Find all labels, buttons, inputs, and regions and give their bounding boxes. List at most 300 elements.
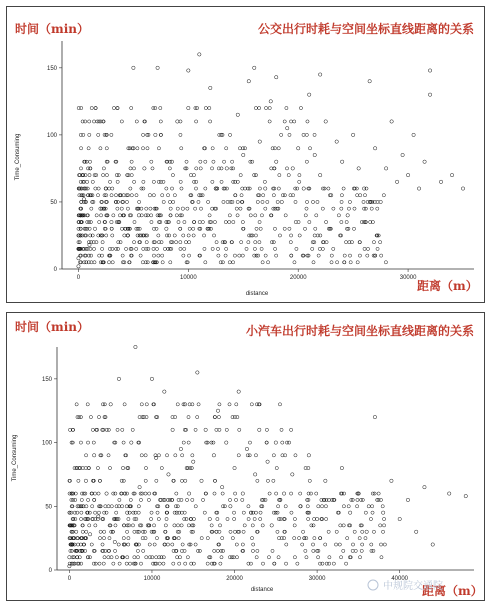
data-point — [278, 174, 281, 177]
data-point — [258, 241, 261, 244]
data-point — [281, 441, 284, 444]
data-point — [199, 207, 202, 210]
data-point — [90, 207, 93, 210]
data-point — [354, 549, 357, 552]
data-point — [110, 227, 113, 230]
data-point — [112, 562, 115, 565]
data-point — [79, 147, 82, 150]
data-point — [102, 537, 105, 540]
data-point — [142, 247, 145, 250]
data-point — [249, 511, 252, 514]
data-point — [77, 227, 80, 230]
data-point — [295, 247, 298, 250]
data-point — [176, 403, 179, 406]
data-point — [302, 187, 305, 190]
data-point — [149, 207, 152, 210]
data-point — [324, 220, 327, 223]
data-point — [317, 254, 320, 257]
data-point — [428, 93, 431, 96]
data-point — [344, 241, 347, 244]
data-point — [157, 517, 160, 520]
data-point — [180, 147, 183, 150]
data-point — [118, 562, 121, 565]
data-point — [131, 524, 134, 527]
data-point — [358, 556, 361, 559]
data-point — [152, 562, 155, 565]
data-point — [157, 147, 160, 150]
data-point — [348, 254, 351, 257]
data-point — [232, 220, 235, 223]
data-point — [344, 562, 347, 565]
data-point — [293, 517, 296, 520]
data-point — [330, 254, 333, 257]
data-point — [198, 220, 201, 223]
data-point — [247, 241, 250, 244]
data-point — [208, 106, 211, 109]
data-point — [194, 543, 197, 546]
data-point — [140, 187, 143, 190]
data-point — [116, 428, 119, 431]
data-point — [223, 505, 226, 508]
data-point — [287, 174, 290, 177]
data-point — [289, 241, 292, 244]
data-point — [179, 120, 182, 123]
data-point — [342, 187, 345, 190]
data-point — [80, 517, 83, 520]
data-point — [261, 200, 264, 203]
data-point — [165, 517, 168, 520]
data-point — [242, 530, 245, 533]
data-point — [176, 120, 179, 123]
data-point — [304, 549, 307, 552]
data-point — [260, 247, 263, 250]
data-point — [187, 415, 190, 418]
data-point — [145, 556, 148, 559]
data-point — [286, 126, 289, 129]
data-point — [241, 254, 244, 257]
data-point — [125, 562, 128, 565]
data-point — [97, 415, 100, 418]
data-point — [340, 194, 343, 197]
data-point — [293, 556, 296, 559]
data-point — [315, 492, 318, 495]
data-point — [107, 454, 110, 457]
data-point — [142, 549, 145, 552]
data-point — [304, 214, 307, 217]
data-point — [143, 167, 146, 170]
data-point — [144, 454, 147, 457]
data-point — [360, 220, 363, 223]
data-point — [157, 234, 160, 237]
data-point — [98, 537, 101, 540]
data-point — [234, 194, 237, 197]
data-point — [261, 261, 264, 264]
data-point — [245, 247, 248, 250]
data-point — [129, 167, 132, 170]
x-tick-label: 20000 — [226, 576, 243, 582]
data-point — [406, 498, 409, 501]
data-point — [204, 106, 207, 109]
data-point — [240, 194, 243, 197]
y-tick-label: 150 — [41, 376, 52, 383]
data-point — [160, 466, 163, 469]
data-point — [365, 530, 368, 533]
data-point — [112, 214, 115, 217]
data-point — [123, 403, 126, 406]
data-point — [179, 227, 182, 230]
data-point — [94, 562, 97, 565]
data-point — [118, 214, 121, 217]
data-point — [150, 220, 153, 223]
data-point — [315, 214, 318, 217]
data-point — [372, 549, 375, 552]
data-point — [149, 517, 152, 520]
data-point — [255, 556, 258, 559]
data-point — [85, 505, 88, 508]
data-point — [150, 377, 153, 380]
data-point — [201, 498, 204, 501]
data-point — [324, 505, 327, 508]
data-point — [195, 167, 198, 170]
data-point — [291, 473, 294, 476]
data-point — [84, 479, 87, 482]
data-point — [328, 556, 331, 559]
data-point — [327, 530, 330, 533]
data-point — [235, 207, 238, 210]
data-point — [423, 485, 426, 488]
data-point — [242, 511, 245, 514]
data-point — [98, 479, 101, 482]
data-point — [308, 220, 311, 223]
data-point — [236, 200, 239, 203]
data-point — [367, 505, 370, 508]
data-point — [94, 187, 97, 190]
data-point — [372, 530, 375, 533]
data-point — [254, 454, 257, 457]
data-point — [369, 517, 372, 520]
data-point — [395, 180, 398, 183]
data-point — [360, 549, 363, 552]
data-point — [390, 479, 393, 482]
data-point — [236, 113, 239, 116]
data-point — [379, 524, 382, 527]
data-point — [297, 147, 300, 150]
data-point — [358, 254, 361, 257]
data-point — [249, 160, 252, 163]
data-point — [90, 106, 93, 109]
data-point — [229, 505, 232, 508]
data-point — [135, 194, 138, 197]
data-point — [158, 562, 161, 565]
data-point — [94, 106, 97, 109]
data-point — [338, 543, 341, 546]
x-tick-label: 40000 — [391, 576, 409, 582]
data-point — [96, 466, 99, 469]
data-point — [265, 441, 268, 444]
data-point — [248, 441, 251, 444]
data-point — [284, 505, 287, 508]
data-point — [364, 537, 367, 540]
data-point — [464, 494, 467, 497]
data-point — [431, 543, 434, 546]
data-point — [88, 533, 91, 536]
data-point — [148, 492, 151, 495]
chart-panel-bus — [6, 6, 485, 303]
data-point — [241, 147, 244, 150]
data-point — [266, 261, 269, 264]
data-point — [281, 194, 284, 197]
data-point — [298, 174, 301, 177]
data-point — [238, 428, 241, 431]
data-point — [285, 167, 288, 170]
data-point — [224, 254, 227, 257]
y-tick-label: 50 — [45, 504, 52, 511]
data-point — [114, 492, 117, 495]
data-point — [302, 133, 305, 136]
x-tick-label: 30000 — [308, 576, 326, 582]
data-point — [215, 241, 218, 244]
data-point — [235, 543, 238, 546]
data-point — [125, 492, 128, 495]
data-point — [101, 543, 104, 546]
data-point — [138, 485, 141, 488]
data-point — [293, 524, 296, 527]
data-point — [340, 207, 343, 210]
data-point — [241, 220, 244, 223]
data-point — [238, 254, 241, 257]
data-point — [110, 220, 113, 223]
data-point — [268, 106, 271, 109]
data-point — [384, 261, 387, 264]
data-point — [280, 428, 283, 431]
scatter-points — [77, 53, 465, 268]
data-point — [382, 524, 385, 527]
data-point — [192, 227, 195, 230]
data-point — [379, 241, 382, 244]
data-point — [303, 537, 306, 540]
data-point — [245, 447, 248, 450]
data-point — [184, 479, 187, 482]
data-point — [233, 254, 236, 257]
data-point — [347, 505, 350, 508]
data-point — [417, 187, 420, 190]
data-point — [308, 479, 311, 482]
data-point — [321, 247, 324, 250]
data-point — [364, 511, 367, 514]
data-point — [176, 505, 179, 508]
data-point — [211, 147, 214, 150]
data-point — [313, 537, 316, 540]
data-point — [282, 492, 285, 495]
data-point — [370, 543, 373, 546]
data-point — [197, 200, 200, 203]
y-tick-label: 0 — [48, 568, 52, 574]
data-point — [332, 247, 335, 250]
data-point — [191, 454, 194, 457]
data-point — [272, 479, 275, 482]
data-point — [132, 66, 135, 69]
data-point — [384, 167, 387, 170]
data-point — [87, 147, 90, 150]
data-point — [162, 556, 165, 559]
data-point — [303, 227, 306, 230]
data-point — [259, 511, 262, 514]
data-point — [140, 454, 143, 457]
data-point — [179, 247, 182, 250]
data-point — [98, 220, 101, 223]
data-point — [366, 247, 369, 250]
data-point — [288, 227, 291, 230]
data-point — [164, 524, 167, 527]
data-point — [105, 492, 108, 495]
data-point — [94, 511, 97, 514]
data-point — [276, 530, 279, 533]
data-point — [145, 207, 148, 210]
data-point — [428, 69, 431, 72]
data-point — [247, 517, 250, 520]
data-point — [210, 167, 213, 170]
data-point — [120, 120, 123, 123]
data-point — [254, 241, 257, 244]
data-point — [86, 403, 89, 406]
data-point — [176, 207, 179, 210]
data-point — [77, 265, 80, 268]
data-point — [102, 562, 105, 565]
data-point — [334, 543, 337, 546]
data-point — [117, 505, 120, 508]
data-point — [239, 207, 242, 210]
data-point — [305, 133, 308, 136]
data-point — [250, 537, 253, 540]
data-point — [351, 133, 354, 136]
data-point — [107, 261, 110, 264]
data-point — [211, 180, 214, 183]
data-point — [185, 517, 188, 520]
data-point — [228, 214, 231, 217]
data-point — [299, 106, 302, 109]
data-point — [264, 254, 267, 257]
data-point — [219, 562, 222, 565]
data-point — [361, 543, 364, 546]
data-point — [212, 160, 215, 163]
data-point — [254, 511, 257, 514]
data-point — [225, 247, 228, 250]
data-point — [159, 106, 162, 109]
data-point — [239, 174, 242, 177]
data-point — [268, 120, 271, 123]
data-point — [231, 261, 234, 264]
data-point — [86, 556, 89, 559]
data-point — [218, 524, 221, 527]
data-point — [140, 403, 143, 406]
data-point — [379, 543, 382, 546]
data-point — [312, 261, 315, 264]
data-point — [342, 549, 345, 552]
data-point — [308, 147, 311, 150]
data-point — [270, 241, 273, 244]
data-point — [114, 194, 117, 197]
data-point — [154, 133, 157, 136]
data-point — [168, 200, 171, 203]
data-point — [155, 247, 158, 250]
data-point — [284, 214, 287, 217]
data-point — [133, 530, 136, 533]
data-point — [216, 247, 219, 250]
data-point — [186, 207, 189, 210]
data-point — [171, 428, 174, 431]
data-point — [269, 100, 272, 103]
data-point — [122, 479, 125, 482]
chart-title-bus: 公交出行时耗与空间坐标直线距离的关系 — [257, 22, 474, 36]
data-point — [237, 390, 240, 393]
data-point — [311, 247, 314, 250]
data-point — [179, 241, 182, 244]
data-point — [228, 403, 231, 406]
data-point — [346, 214, 349, 217]
data-point — [198, 549, 201, 552]
data-point — [204, 187, 207, 190]
data-point — [152, 180, 155, 183]
data-point — [131, 428, 134, 431]
data-point — [182, 234, 185, 237]
data-point — [251, 511, 254, 514]
data-point — [165, 227, 168, 230]
data-point — [285, 106, 288, 109]
data-point — [118, 498, 121, 501]
data-point — [382, 194, 385, 197]
data-point — [188, 227, 191, 230]
data-point — [254, 106, 257, 109]
data-point — [253, 66, 256, 69]
data-point — [138, 200, 141, 203]
data-point — [222, 160, 225, 163]
data-point — [127, 517, 130, 520]
watermark-text: 中规院交通院 — [383, 581, 443, 592]
data-point — [167, 473, 170, 476]
data-point — [309, 492, 312, 495]
data-point — [127, 543, 130, 546]
data-point — [209, 86, 212, 89]
data-point — [332, 562, 335, 565]
data-point — [208, 517, 211, 520]
data-point — [72, 517, 75, 520]
data-point — [284, 562, 287, 565]
data-point — [166, 194, 169, 197]
data-point — [150, 160, 153, 163]
data-point — [290, 254, 293, 257]
data-point — [335, 140, 338, 143]
data-point — [376, 247, 379, 250]
data-point — [89, 234, 92, 237]
data-point — [194, 505, 197, 508]
data-point — [288, 441, 291, 444]
data-point — [90, 543, 93, 546]
data-point — [111, 234, 114, 237]
data-point — [135, 247, 138, 250]
data-point — [324, 120, 327, 123]
data-point — [120, 207, 123, 210]
data-point — [110, 556, 113, 559]
data-point — [313, 153, 316, 156]
data-point — [99, 530, 102, 533]
data-point — [298, 180, 301, 183]
data-point — [381, 530, 384, 533]
data-point — [132, 167, 135, 170]
data-point — [305, 160, 308, 163]
data-point — [406, 173, 409, 176]
data-point — [231, 160, 234, 163]
data-point — [155, 556, 158, 559]
